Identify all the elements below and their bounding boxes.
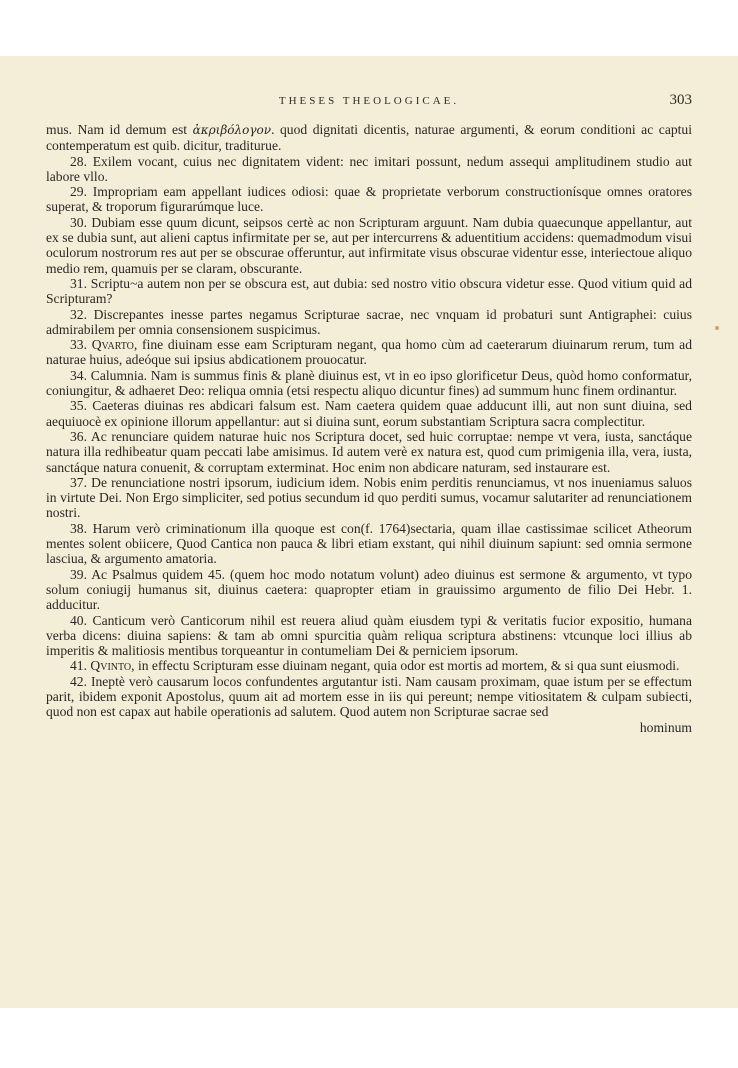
thesis-30	[46, 215, 692, 276]
thesis-number: 33.	[70, 337, 87, 353]
greek-word: ἀκριβόλογον	[192, 123, 272, 137]
thesis-number: 38.	[70, 520, 87, 536]
thesis-42	[46, 674, 692, 735]
thesis-34	[46, 368, 692, 399]
thesis-39	[46, 567, 692, 613]
catchword: hominum	[639, 719, 692, 735]
thesis-number: 42.	[70, 673, 87, 689]
thesis-number: 30.	[70, 214, 87, 230]
page-header	[46, 92, 692, 114]
thesis-text: Harum verò criminationum illa quoque est con(f. 1764)sectaria, quam illae castissimae scilicet Atheorum mentes solent obiicere, Quod Cantica non pauca & libri etiam exstant, qui nihil diuinum sapiunt: sed omnia sermone lasciua, & argumento amatoria.	[46, 520, 692, 567]
thesis-number: 29.	[70, 184, 87, 200]
thesis-text: Ac renunciare quidem naturae huic nos Scriptura docet, sed huic corruptae: nempe vt vera, iusta, sanctáque natura illa redhibeatur quam peccati labe amisimus. Id autem verè ex natura est, quod cum primigenia illa, vera, iusta, sanctáque natura conuenit, & corruptam exterminat. Hoc enim non abdicare naturam, sed instaurare est.	[46, 428, 692, 475]
thesis-number: 28.	[70, 153, 87, 169]
thesis-small-caps: Qvinto	[90, 658, 132, 674]
thesis-29	[46, 184, 692, 215]
thesis-text: De renunciatione nostri ipsorum, iudicium idem. Nobis enim perditis renunciamus, vt nos inueniamus saluos in virtute Dei. Non Ergo simpliciter, sed potius secundum id quo perditi sumus, vocamur salutariter ad renunciationem nostri.	[46, 474, 692, 521]
thesis-text: Discrepantes inesse partes negamus Scripturae sacrae, nec vnquam id probaturi sunt Antigraphei: cuius admirabilem per omnia consensionem suspicimus.	[46, 306, 692, 337]
paragraph-text: . quod dignitati dicentis, naturae argumenti, & eorum conditioni ac captui contemperatum est quib. dicitur, traditurue.	[46, 122, 692, 154]
thesis-text: Calumnia. Nam is summus finis & planè diuinus est, vt in eo ipso glorificetur Deus, quòd homo conformatur, coniungitur, & adhaeret Deo: reliqua omnia (etsi respectu aliquo dicuntur fines) ad summum hunc finem ordinantur.	[46, 367, 693, 399]
thesis-31	[46, 276, 692, 307]
thesis-text: Caeteras diuinas res abdicari falsum est. Nam caetera quidem quae adducunt illi, aut non sunt diuina, sed aequiuocè ex opinione illorum appellantur: aut si diuina sunt, eorum substantiam Scriptura sacra complectitur.	[46, 398, 692, 429]
thesis-number: 37.	[70, 474, 87, 490]
thesis-number: 32.	[70, 306, 87, 322]
thesis-text: Ineptè verò causarum locos confundentes argutantur isti. Nam causam proximam, quae istum per se effectum parit, ibidem exponit Apostolus, quum ait ad mortem esse in iis qui pereunt; nempe vitiositatem & culpam subiecti, quod non est capax aut habile operationis ad salutem. Quod autem non Scripturae sacrae sed	[46, 673, 692, 720]
page-body	[46, 122, 692, 735]
thesis-28	[46, 154, 692, 185]
thesis-33	[46, 337, 692, 368]
thesis-41	[46, 658, 692, 673]
thesis-36	[46, 429, 692, 475]
paragraph-text-pre: mus. Nam id demum est	[46, 122, 193, 137]
thesis-number: 41.	[70, 658, 87, 674]
thesis-text: Dubiam esse quum dicunt, seipsos certè ac non Scripturam arguunt. Nam dubia quaecunque appellantur, aut ex se dubia sunt, aut alieni captus infirmitate per se, aut per intercurrens & aduentitium accidens: quemadmodum visui oculorum nostrorum res aut per se obscurae offeruntur, aut infirmitate visus obscurae videntur esse, interiectoue aliquo medio rem, quamuis per se claram, obscurante.	[46, 214, 692, 276]
thesis-number: 31.	[70, 275, 87, 291]
paragraph-continuation	[46, 122, 692, 154]
thesis-text: Canticum verò Canticorum nihil est reuera aliud quàm eiusdem typi & veritatis fucior expositio, humana verba dicens: diuina sapiens: & tam ab omni spurcitia quàm reliqua scriptura abstinens: vtcunque loci illius ab imperitis & malitiosis mentibus torqueantur in contumeliam Dei & perniciem ipsorum.	[46, 612, 692, 659]
thesis-text: , in effectu Scripturam esse diuinam negant, quia odor est mortis ad mortem, & si qua sunt eiusmodi.	[131, 658, 680, 674]
thesis-number: 36.	[70, 428, 87, 444]
thesis-number: 39.	[70, 566, 87, 582]
thesis-number: 34.	[70, 367, 87, 383]
thesis-35	[46, 398, 692, 429]
thesis-32	[46, 307, 692, 338]
thesis-small-caps: Qvarto	[91, 337, 134, 353]
thesis-text: Scriptu~a autem non per se obscura est, aut dubia: sed nostro vitio obscura videtur esse. Quod vitium quid ad Scripturam?	[46, 275, 692, 307]
thesis-37	[46, 475, 692, 521]
paper-speck	[715, 326, 719, 330]
page-number: 303	[669, 92, 692, 108]
thesis-number: 35.	[70, 398, 87, 414]
thesis-text: Impropriam eam appellant iudices odiosi: quae & proprietate verborum constructionísque omnes oratores superat, & troporum figurarúmque luce.	[46, 184, 692, 215]
thesis-40	[46, 613, 692, 659]
thesis-text: , fine diuinam esse eam Scripturam negant, qua homo cùm ad caeterarum diuinarum rerum, tum ad naturae huius, adeóque sui ipsius abdicationem prouocatur.	[46, 337, 692, 368]
running-title: THESES THEOLOGICAE.	[278, 95, 460, 107]
book-page	[0, 56, 738, 1008]
thesis-text: Exilem vocant, cuius nec dignitatem vident: nec imitari possunt, nedum assequi amplitudinem studio aut labore vllo.	[46, 153, 692, 184]
thesis-number: 40.	[70, 612, 87, 628]
thesis-text: Ac Psalmus quidem 45. (quem hoc modo notatum volunt) adeo diuinus est sermone & argumento, vt typo solum coniugij humanus sit, diuinus caetera: quapropter etiam in grauissimo argumento de filio Dei Hebr. 1. adducitur.	[46, 566, 692, 613]
thesis-38	[46, 521, 692, 567]
